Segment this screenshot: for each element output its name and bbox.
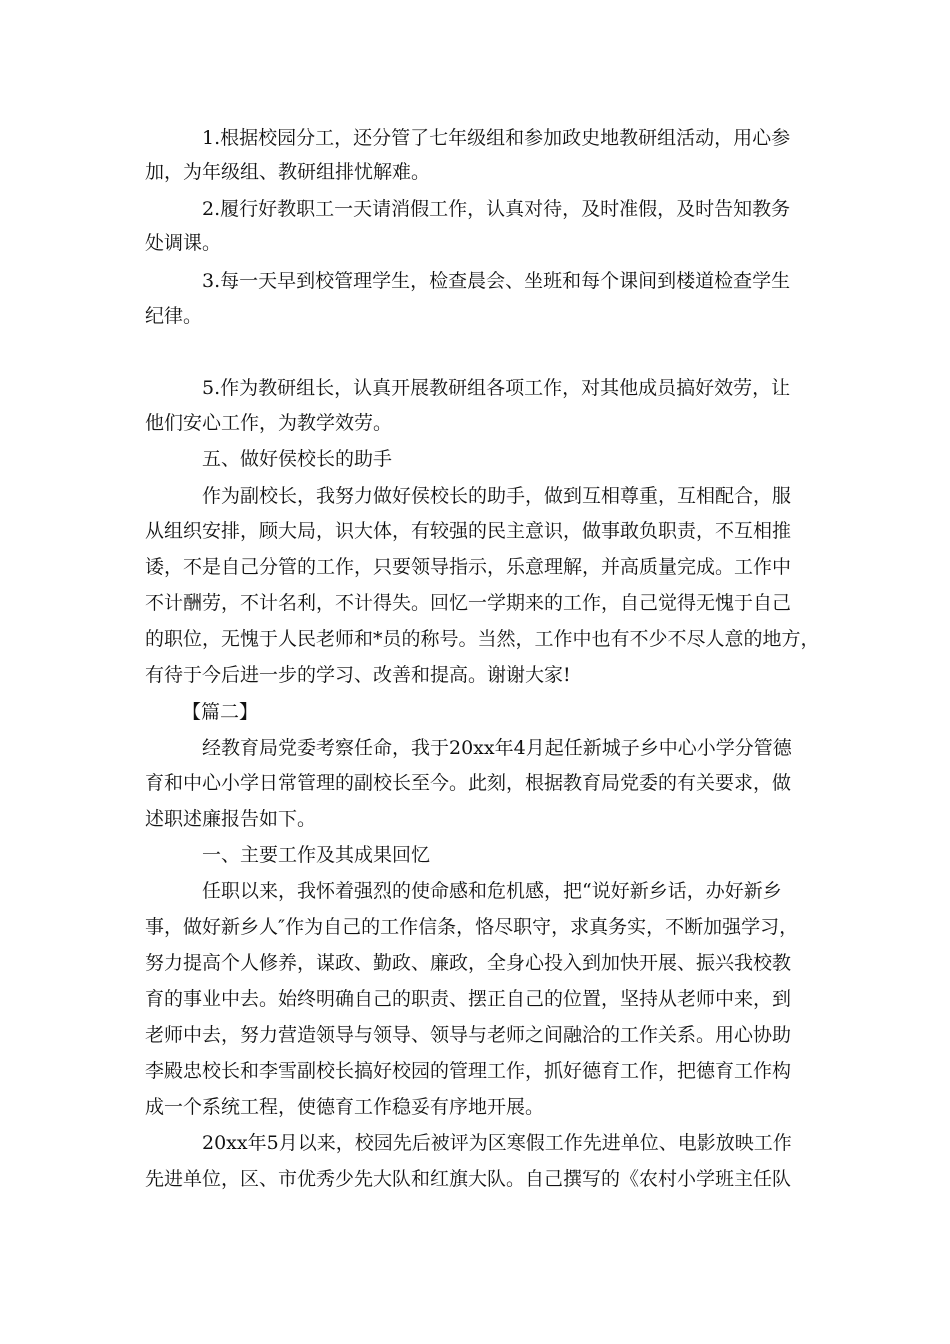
- paragraph-line: 的职位，无愧于人民老师和*员的称号。当然，工作中也有不少不尽人意的地方，: [145, 628, 820, 650]
- paragraph-line: 处调课。: [145, 232, 222, 254]
- paragraph-line: 诿，不是自己分管的工作，只要领导指示，乐意理解，并高质量完成。工作中: [145, 556, 792, 578]
- paragraph-line: 1.根据校园分工，还分管了七年级组和参加政史地教研组活动，用心参: [202, 127, 791, 149]
- section-heading: 一、主要工作及其成果回忆: [202, 844, 431, 866]
- paragraph-line: 从组织安排，顾大局，识大体，有较强的民主意识，做事敢负职责，不互相推: [145, 520, 792, 542]
- paragraph-line: 他们安心工作，为教学效劳。: [145, 412, 393, 434]
- paragraph-line: 5.作为教研组长，认真开展教研组各项工作，对其他成员搞好效劳，让: [202, 377, 791, 399]
- paragraph-line: 作为副校长，我努力做好侯校长的助手，做到互相尊重，互相配合，服: [202, 485, 792, 507]
- paragraph-line: 努力提高个人修养，谋政、勤政、廉政，全身心投入到加快开展、振兴我校教: [145, 952, 792, 974]
- paragraph-line: 加，为年级组、教研组排忧解难。: [145, 161, 431, 183]
- paragraph-line: 经教育局党委考察任命，我于20xx年4月起任新城子乡中心小学分管德: [202, 737, 792, 759]
- paragraph-line: 有待于今后进一步的学习、改善和提高。谢谢大家!: [145, 664, 571, 686]
- paragraph-line: 李殿忠校长和李雪副校长搞好校园的管理工作，抓好德育工作，把德育工作构: [145, 1060, 792, 1082]
- paragraph-line: 3.每一天早到校管理学生，检查晨会、坐班和每个课间到楼道检查学生: [202, 270, 791, 292]
- paragraph-line: 先进单位，区、市优秀少先大队和红旗大队。自己撰写的《农村小学班主任队: [145, 1168, 792, 1190]
- paragraph-line: 事，做好新乡人″作为自己的工作信条，恪尽职守，求真务实，不断加强学习，: [145, 916, 799, 938]
- paragraph-line: 任职以来，我怀着强烈的使命感和危机感，把“说好新乡话，办好新乡: [202, 880, 782, 902]
- paragraph-line: 20xx年5月以来，校园先后被评为区寒假工作先进单位、电影放映工作: [202, 1132, 792, 1154]
- paragraph-line: 育的事业中去。始终明确自己的职责、摆正自己的位置，坚持从老师中来，到: [145, 988, 792, 1010]
- paragraph-line: 育和中心小学日常管理的副校长至今。此刻，根据教育局党委的有关要求，做: [145, 772, 792, 794]
- section-title: 【篇二】: [182, 701, 259, 723]
- section-heading: 五、做好侯校长的助手: [202, 448, 393, 470]
- paragraph-line: 不计酬劳，不计名利，不计得失。回忆一学期来的工作，自己觉得无愧于自己: [145, 592, 792, 614]
- paragraph-line: 老师中去，努力营造领导与领导、领导与老师之间融洽的工作关系。用心协助: [145, 1024, 792, 1046]
- paragraph-line: 纪律。: [145, 305, 203, 327]
- paragraph-line: 2.履行好教职工一天请消假工作，认真对待，及时准假，及时告知教务: [202, 198, 791, 220]
- paragraph-line: 成一个系统工程，使德育工作稳妥有序地开展。: [145, 1096, 545, 1118]
- paragraph-line: 述职述廉报告如下。: [145, 808, 317, 830]
